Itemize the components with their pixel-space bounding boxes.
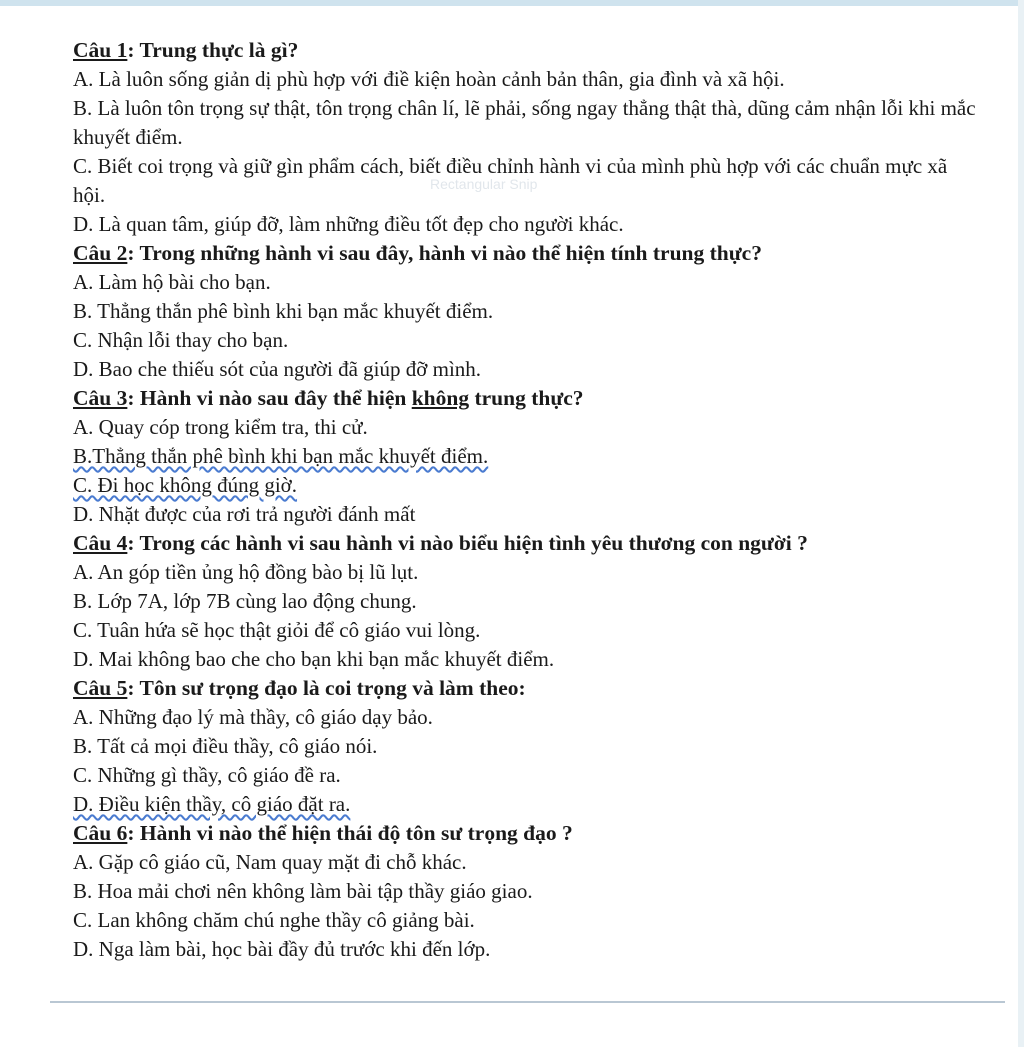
answer-option-a: A. Là luôn sống giản dị phù hợp với điề kiện hoàn cảnh bản thân, gia đình và xã hội. <box>73 67 785 91</box>
answer-option-b: B. Là luôn tôn trọng sự thật, tôn trọng chân lí, lẽ phải, sống ngay thẳng thật thà, dũng cảm nhận lỗi khi mắc khuyết điểm. <box>73 96 976 149</box>
question-number: Câu 6 <box>73 821 128 845</box>
question-text: : Trong những hành vi sau đây, hành vi nào thể hiện tính trung thực? <box>127 241 762 265</box>
answer-option-a: A. Những đạo lý mà thầy, cô giáo dạy bảo. <box>73 705 433 729</box>
answer-option-a: A. Quay cóp trong kiểm tra, thi cử. <box>73 415 368 439</box>
question-number: Câu 2 <box>73 241 128 265</box>
question-5 <box>73 674 993 819</box>
question-4 <box>73 529 993 674</box>
answer-option-d: D. Bao che thiếu sót của người đã giúp đỡ mình. <box>73 357 482 381</box>
question-heading <box>73 36 993 65</box>
page-edge <box>1018 0 1024 1047</box>
question-1 <box>73 36 993 239</box>
question-text-after: trung thực? <box>469 386 584 410</box>
answer-option-b: B. Hoa mải chơi nên không làm bài tập thầy giáo giao. <box>73 879 533 903</box>
question-3 <box>73 384 993 529</box>
question-heading <box>73 239 993 268</box>
answer-option-a: A. Làm hộ bài cho bạn. <box>73 270 271 294</box>
answer-option-b: B. Thẳng thắn phê bình khi bạn mắc khuyết điểm. <box>73 299 494 323</box>
answer-option-b: B. Lớp 7A, lớp 7B cùng lao động chung. <box>73 589 417 613</box>
answer-option-b: B.Thẳng thắn phê bình khi bạn mắc khuyết điểm. <box>73 444 489 468</box>
question-emphasis: không <box>411 386 470 410</box>
question-number: Câu 5 <box>73 676 128 700</box>
question-text: : Trung thực là gì? <box>127 38 299 62</box>
question-number: Câu 3 <box>73 386 128 410</box>
snip-watermark: Rectangular Snip <box>430 176 538 192</box>
answer-option-b: B. Tất cả mọi điều thầy, cô giáo nói. <box>73 734 378 758</box>
answer-option-d: D. Là quan tâm, giúp đỡ, làm những điều tốt đẹp cho người khác. <box>73 212 624 236</box>
answer-option-c: C. Lan không chăm chú nghe thầy cô giảng bài. <box>73 908 475 932</box>
question-heading <box>73 674 993 703</box>
answer-option-c: C. Biết coi trọng và giữ gìn phẩm cách, biết điều chỉnh hành vi của mình phù hợp với các chuẩn mực xã hội. <box>73 154 948 207</box>
window-top-strip <box>0 0 1024 6</box>
answer-option-d: D. Mai không bao che cho bạn khi bạn mắc khuyết điểm. <box>73 647 555 671</box>
quiz-document <box>73 36 993 964</box>
question-number: Câu 1 <box>73 38 128 62</box>
question-text-before: : Hành vi nào sau đây thể hiện <box>127 386 412 410</box>
question-text: : Trong các hành vi sau hành vi nào biểu hiện tình yêu thương con người ? <box>127 531 808 555</box>
answer-option-d: D. Điều kiện thầy, cô giáo đặt ra. <box>73 792 351 816</box>
question-text: : Tôn sư trọng đạo là coi trọng và làm theo: <box>127 676 526 700</box>
question-heading <box>73 819 993 848</box>
question-number: Câu 4 <box>73 531 128 555</box>
answer-option-c: C. Nhận lỗi thay cho bạn. <box>73 328 289 352</box>
question-heading <box>73 529 993 558</box>
question-6 <box>73 819 993 964</box>
answer-option-d: D. Nga làm bài, học bài đầy đủ trước khi đến lớp. <box>73 937 491 961</box>
answer-option-c: C. Tuân hứa sẽ học thật giỏi để cô giáo vui lòng. <box>73 618 481 642</box>
question-text: : Hành vi nào thể hiện thái độ tôn sư trọng đạo ? <box>127 821 573 845</box>
answer-option-d: D. Nhặt được của rơi trả người đánh mất <box>73 502 416 526</box>
answer-option-c: C. Những gì thầy, cô giáo đề ra. <box>73 763 341 787</box>
answer-option-a: A. Gặp cô giáo cũ, Nam quay mặt đi chỗ khác. <box>73 850 467 874</box>
answer-option-a: A. An góp tiền ủng hộ đồng bào bị lũ lụt. <box>73 560 419 584</box>
page-bottom-rule <box>50 1001 1005 1003</box>
question-2 <box>73 239 993 384</box>
answer-option-c: C. Đi học không đúng giờ. <box>73 473 298 497</box>
question-heading <box>73 384 993 413</box>
